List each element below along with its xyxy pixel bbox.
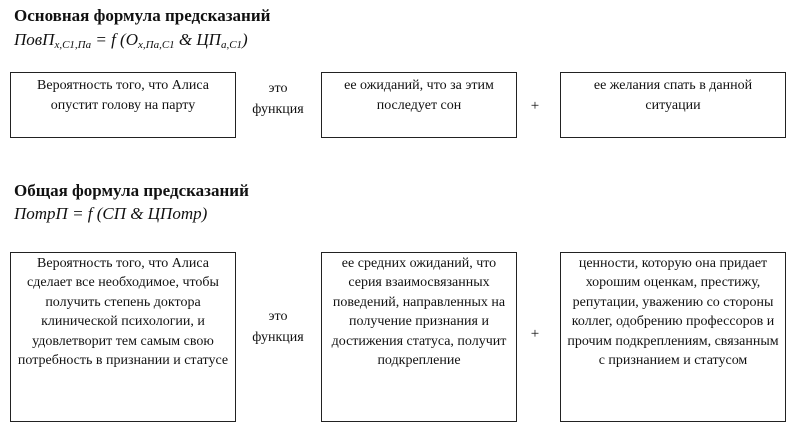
operator-word-function: функция <box>252 330 304 345</box>
basic-formula-heading: Основная формула предсказаний <box>14 6 271 25</box>
general-expectation-box: ее средних ожиданий, что серия взаимосвязанных поведений, направленных на получение признания и достижения статуса, получит подкрепление <box>321 252 517 422</box>
formula-lhs-subscript: x,C1,Па <box>54 39 92 51</box>
general-probability-box: Вероятность того, что Алиса сделает все необходимое, чтобы получить степень доктора клинической психологии, и удовлетворит тем самым свою потребность в признании и статусе <box>10 252 236 422</box>
formula-close: ) <box>242 30 248 49</box>
general-plus-sign: + <box>530 326 540 342</box>
basic-desire-box: ее желания спать в данной ситуации <box>560 72 786 138</box>
formula-cp-subscript: a,C1 <box>220 39 243 51</box>
basic-expectation-box: ее ожиданий, что за этим последует сон <box>321 72 517 138</box>
basic-formula <box>14 30 248 51</box>
formula-and-cp: & ЦП <box>174 30 221 49</box>
basic-operator <box>243 78 313 120</box>
basic-plus-sign: + <box>530 98 540 114</box>
general-operator <box>243 306 313 348</box>
operator-word-eto: это <box>268 309 288 324</box>
general-formula: ПотрП = f (СП & ЦПотр) <box>14 204 208 223</box>
formula-lhs: ПовП <box>14 30 55 49</box>
general-formula-heading: Общая формула предсказаний <box>14 181 249 200</box>
operator-word-eto: это <box>268 81 288 96</box>
basic-probability-box: Вероятность того, что Алиса опустит голову на парту <box>10 72 236 138</box>
operator-word-function: функция <box>252 102 304 117</box>
formula-o-subscript: x,Па,C1 <box>138 39 175 51</box>
formula-function: = f (O <box>91 30 138 49</box>
general-value-box: ценности, которую она придает хорошим оценкам, престижу, репутации, уважению со стороны коллег, одобрению профессоров и прочим подкреплениям, связанным с признанием и статусом <box>560 252 786 422</box>
